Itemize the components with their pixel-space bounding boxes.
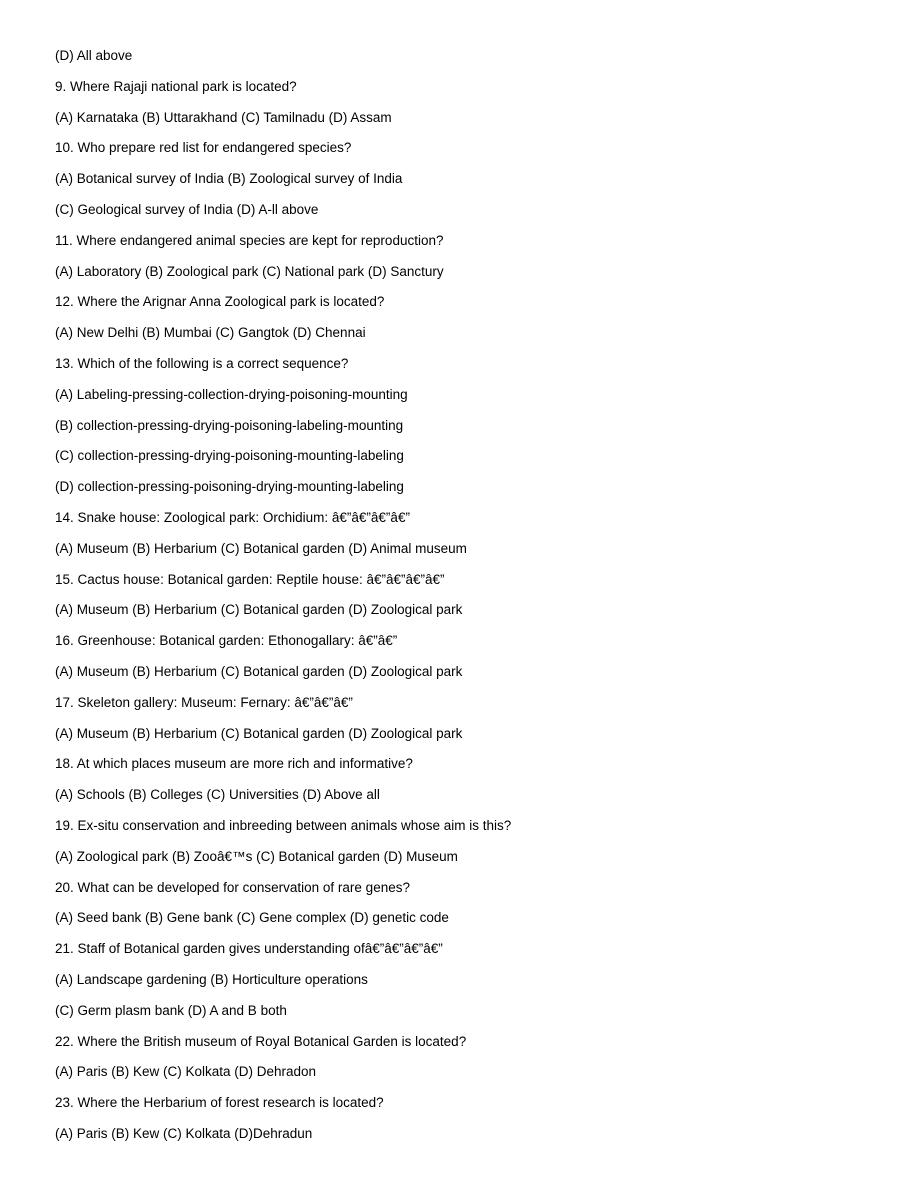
question-15: 15. Cactus house: Botanical garden: Reptile house: â€”â€”â€”â€” xyxy=(55,571,445,587)
question-11: 11. Where endangered animal species are kept for reproduction? xyxy=(55,232,444,248)
options-18: (A) Schools (B) Colleges (C) Universities (D) Above all xyxy=(55,787,380,803)
options-23: (A) Paris (B) Kew (C) Kolkata (D)Dehradun xyxy=(55,1125,313,1141)
question-17: 17. Skeleton gallery: Museum: Fernary: â€”â€”â€” xyxy=(55,694,353,710)
question-14: 14. Snake house: Zoological park: Orchidium: â€”â€”â€”â€” xyxy=(55,509,410,525)
question-12: 12. Where the Arignar Anna Zoological park is located? xyxy=(55,294,385,310)
question-16: 16. Greenhouse: Botanical garden: Ethonogallary: â€”â€” xyxy=(55,633,398,649)
options-14: (A) Museum (B) Herbarium (C) Botanical garden (D) Animal museum xyxy=(55,540,467,556)
option-line: (D) All above xyxy=(55,48,133,63)
options-11: (A) Laboratory (B) Zoological park (C) National park (D) Sanctury xyxy=(55,263,444,279)
options-21-a-b: (A) Landscape gardening (B) Horticulture operations xyxy=(55,971,368,987)
question-21: 21. Staff of Botanical garden gives understanding ofâ€”â€”â€”â€” xyxy=(55,941,443,957)
options-20: (A) Seed bank (B) Gene bank (C) Gene complex (D) genetic code xyxy=(55,910,449,926)
document-page xyxy=(55,46,875,1155)
question-10: 10. Who prepare red list for endangered species? xyxy=(55,140,352,156)
options-22: (A) Paris (B) Kew (C) Kolkata (D) Dehradon xyxy=(55,1064,317,1080)
options-19: (A) Zoological park (B) Zooâ€™s (C) Botanical garden (D) Museum xyxy=(55,848,458,864)
question-9: 9. Where Rajaji national park is located? xyxy=(55,78,297,94)
options-17: (A) Museum (B) Herbarium (C) Botanical garden (D) Zoological park xyxy=(55,725,463,741)
question-19: 19. Ex-situ conservation and inbreeding between animals whose aim is this? xyxy=(55,817,512,833)
options-15: (A) Museum (B) Herbarium (C) Botanical garden (D) Zoological park xyxy=(55,602,463,618)
question-18: 18. At which places museum are more rich and informative? xyxy=(55,756,413,772)
options-10-c-d: (C) Geological survey of India (D) A-ll above xyxy=(55,201,319,217)
options-16: (A) Museum (B) Herbarium (C) Botanical garden (D) Zoological park xyxy=(55,663,463,679)
options-12: (A) New Delhi (B) Mumbai (C) Gangtok (D) Chennai xyxy=(55,325,366,341)
question-22: 22. Where the British museum of Royal Botanical Garden is located? xyxy=(55,1033,467,1049)
options-10-a-b: (A) Botanical survey of India (B) Zoological survey of India xyxy=(55,171,403,187)
question-13: 13. Which of the following is a correct sequence? xyxy=(55,355,349,371)
option-13-b: (B) collection-pressing-drying-poisoning-labeling-mounting xyxy=(55,417,404,433)
option-13-d: (D) collection-pressing-poisoning-drying-mounting-labeling xyxy=(55,479,404,495)
question-20: 20. What can be developed for conservation of rare genes? xyxy=(55,879,410,895)
option-13-c: (C) collection-pressing-drying-poisoning-mounting-labeling xyxy=(55,448,404,464)
option-13-a: (A) Labeling-pressing-collection-drying-poisoning-mounting xyxy=(55,386,408,402)
options-21-c-d: (C) Germ plasm bank (D) A and B both xyxy=(55,1002,287,1018)
options-9: (A) Karnataka (B) Uttarakhand (C) Tamilnadu (D) Assam xyxy=(55,109,392,125)
question-23: 23. Where the Herbarium of forest research is located? xyxy=(55,1095,384,1111)
